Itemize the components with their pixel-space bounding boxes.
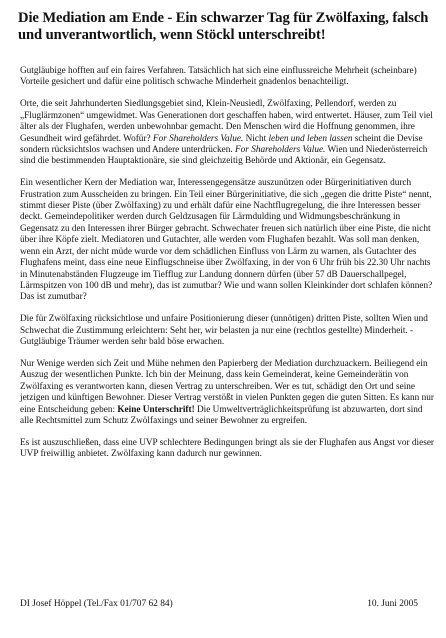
paragraph-unterschrift-text-a: Nur Wenige werden sich Zeit und Mühe nehmen den Papierberg der Mediation durchzuackern. Beiliegend ein Auszug der wesentlichen Punkte. Ich bin der Meinung, dass kein Gemeinderat, keine Gemeinderätin von Zwölfaxing es verantworten kann, diesen Vertrag zu unterschreiben. Wer es tut, schädigt den Ort und seine jetzigen und künftigen Bewohner. Dieser Vertrag verstößt in vielen Punkten gegen die guten Sitten. Es kann nur eine Entscheidung geben: (20, 358, 434, 415)
leben-lassen-italic: leben und leben lassen (268, 133, 353, 144)
paragraph-orte-text-c: scheint die Devise sondern rücksichtslos wachsen und Andere unterdrücken. (20, 133, 423, 155)
paragraph-orte-text-b: Nicht (245, 133, 267, 144)
shareholders-value-italic-1: For Shareholders Value. (152, 133, 244, 144)
shareholders-value-italic-2: For Shareholders Value. (235, 144, 326, 155)
paragraph-unterschrift-text-b: Die Umweltverträglichkeitsprüfung ist abzuwarten, dort sind alle Rechtsmittel zum Schutz Zwölfaxings und seiner Bewohner zu ergreifen. (20, 404, 423, 426)
paragraph-positionierung: Die für Zwölfaxing rücksichtlose und unfaire Positionierung dieser (unnötigen) dritten Piste, sollten Wien und Schwechat die Zustimmung erleichtern: Seht her, wir belasten ja nur eine (rechtlos gestellte) Minderheit. - Gutgläubige Träumer werden sehr bald böse erwachen. (20, 314, 428, 348)
footer (20, 598, 430, 610)
paragraph-orte-text-d: Wien und Niederösterreich sind die bestimmenden Hauptaktionäre, sie sind gleichzeitig Behörde und Aktionär, ein Gegensatz. (20, 144, 428, 167)
headline: Die Mediation am Ende - Ein schwarzer Tag für Zwölfaxing, falsch und unverantwortlich, wenn Stöckl unterschreibt! (18, 10, 429, 43)
paragraph-unterschrift (20, 359, 434, 427)
paragraph-intro: Gutgläubige hofften auf ein faires Verfahren. Tatsächlich hat sich eine einflussreiche Mehrheit (scheinbare) Vorteile gesichert und dafür eine politisch schwache Minderheit gnadenlos benachteiligt. (20, 66, 417, 88)
keine-unterschrift-bold: Keine Unterschrift! (117, 404, 195, 415)
paragraph-orte (20, 99, 434, 167)
article-body (20, 66, 434, 471)
date: 10. Juni 2005 (367, 599, 418, 609)
paragraph-uvp: Es ist auszuschließen, dass eine UVP schlechtere Bedingungen bringt als sie der Flughafen aus Angst vor dieser UVP freiwillig anbietet. Zwölfaxing kann dadurch nur gewinnen. (20, 437, 435, 460)
paragraph-mediation-kern: Ein wesentlicher Kern der Mediation war, Interessengegensätze auszunützen oder Bürgerinitiativen durch Frustration zum Ausscheiden zu bringen. Ein Teil einer Bürgerinitiative, die sich „gegen die dritte Piste“ nennt, stimmt dieser Piste (über Zwölfaxing) zu und erhält dafür eine Nachtflugregelung, die ihre Interessen besser deckt. Gemeindepolitiker werden durch Geldzusagen für Lärmdulding und Widmungsbeschränkung in Gegensatz zu den Interessen ihrer Bürger gebracht. Schwechater freuen sich natürlich über eine Piste, die nicht über ihre Köpfe zielt. Mediatoren und Gutachter, alle werden vom Flughafen bezahlt. Was soll man denken, wenn ein Arzt, der nicht müde wurde vor dem schädlichen Einfluss von Lärm zu warnen, als Gutachter des Flughafens meint, dass eine neue Einflugschneise über Zwölfaxing, in der von 6 Uhr früh bis 22.30 Uhr nachts in Minutenabständen Flugzeuge im Tiefflug zur Landung donnern dürfen (über 57 dB Dauerschallpegel, Lärmspitzen von 100 dB und mehr), das ist zumutbar? Wie und wann sollen Kleinkinder dort schlafen können? Das ist zumutbar? (20, 178, 433, 303)
author-contact: DI Josef Höppel (Tel./Fax 01/707 62 84) (20, 599, 173, 609)
paragraph-orte-text-a: Orte, die seit Jahrhunderten Siedlungsgebiet sind, Klein-Neusiedl, Zwölfaxing, Pellendorf, werden zu „Fluglärmzonen“ umgewidmet. Was Generationen dort geschaffen haben, wird entwertet. Häuser, zum Teil viel älter als der Flughafen, werden unbewohnbar gemacht. Den Menschen wird die Hoffnung genommen, ihre Gesundheit wird gefährdet. Wofür? (20, 99, 433, 144)
